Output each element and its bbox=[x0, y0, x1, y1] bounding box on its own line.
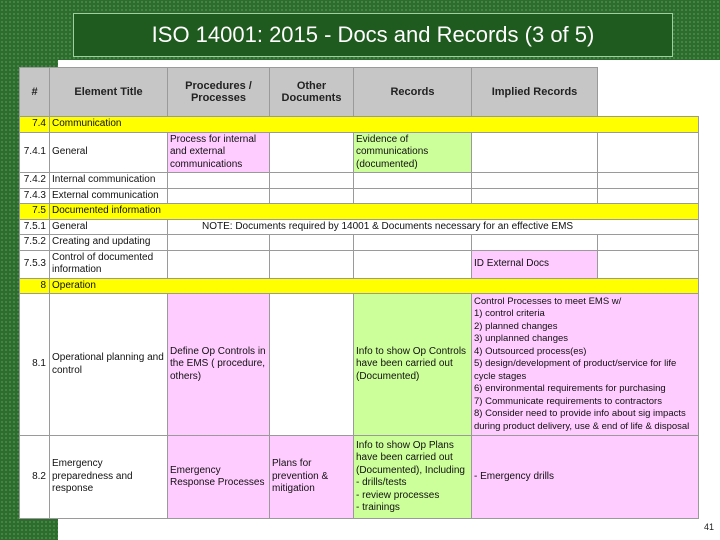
row-number: 7.4 bbox=[20, 117, 50, 133]
implied-cell bbox=[472, 294, 699, 436]
records-cell bbox=[354, 436, 472, 519]
records-cell bbox=[354, 188, 472, 204]
records-cell: Evidence of communications (documented) bbox=[354, 132, 472, 173]
blank-cell bbox=[598, 132, 699, 173]
row-number: 7.5.1 bbox=[20, 219, 50, 235]
table-row bbox=[20, 132, 699, 173]
row-number: 7.5.3 bbox=[20, 250, 50, 278]
table-header-row bbox=[20, 68, 699, 117]
row-title: Internal communication bbox=[50, 173, 168, 189]
blank-cell bbox=[598, 188, 699, 204]
records-cell: Info to show Op Controls have been carried out (Documented) bbox=[354, 294, 472, 436]
table-row bbox=[20, 436, 699, 519]
implied-line: 6) environmental requirements for purchasing bbox=[474, 383, 666, 395]
procedures-cell bbox=[168, 188, 270, 204]
procedures-cell bbox=[168, 173, 270, 189]
implied-line: 3) unplanned changes bbox=[474, 333, 569, 345]
implied-line: 1) control criteria bbox=[474, 308, 545, 320]
table-row bbox=[20, 235, 699, 251]
implied-line: 8) Consider need to provide info about sig impacts during product delivery, use & end of life & disposal bbox=[474, 408, 690, 432]
header-number: # bbox=[20, 68, 50, 117]
row-number: 7.4.2 bbox=[20, 173, 50, 189]
docs-records-table-image bbox=[19, 67, 698, 518]
row-number: 7.5 bbox=[20, 204, 50, 220]
row-title: General bbox=[50, 132, 168, 173]
procedures-cell: Emergency Response Processes bbox=[168, 436, 270, 519]
implied-line: 7) Communicate requirements to contractors bbox=[474, 395, 662, 407]
implied-cell bbox=[472, 235, 598, 251]
implied-line: 2) planned changes bbox=[474, 320, 558, 332]
records-cell bbox=[354, 235, 472, 251]
header-procedures: Procedures / Processes bbox=[168, 68, 270, 117]
table-row bbox=[20, 188, 699, 204]
records-line: Info to show Op Plans have been carried out (Documented), Including bbox=[356, 439, 465, 476]
implied-cell: - Emergency drills bbox=[472, 436, 699, 519]
row-number: 7.4.1 bbox=[20, 132, 50, 173]
row-title: General bbox=[50, 219, 168, 235]
other-docs-cell bbox=[270, 173, 354, 189]
row-title: External communication bbox=[50, 188, 168, 204]
row-number: 8 bbox=[20, 278, 50, 294]
procedures-cell: Define Op Controls in the EMS ( procedure, others) bbox=[168, 294, 270, 436]
blank-cell bbox=[598, 250, 699, 278]
table-row bbox=[20, 173, 699, 189]
records-line: - drills/tests bbox=[356, 477, 407, 488]
row-title: Documented information bbox=[50, 204, 699, 220]
header-blank bbox=[598, 68, 699, 117]
row-number: 7.4.3 bbox=[20, 188, 50, 204]
row-number: 7.5.2 bbox=[20, 235, 50, 251]
implied-cell bbox=[472, 173, 598, 189]
procedures-cell bbox=[168, 250, 270, 278]
table-row bbox=[20, 250, 699, 278]
records-cell bbox=[354, 250, 472, 278]
slide-title: ISO 14001: 2015 - Docs and Records (3 of 5) bbox=[73, 13, 673, 57]
records-line: - review processes bbox=[356, 489, 440, 501]
other-docs-cell bbox=[270, 250, 354, 278]
row-title: Emergency preparedness and response bbox=[50, 436, 168, 519]
procedures-cell: Process for internal and external communications bbox=[168, 132, 270, 173]
other-docs-cell bbox=[270, 132, 354, 173]
header-element-title: Element Title bbox=[50, 68, 168, 117]
header-records: Records bbox=[354, 68, 472, 117]
implied-line: Control Processes to meet EMS w/ bbox=[474, 295, 622, 307]
row-title: Communication bbox=[50, 117, 699, 133]
header-other-documents: Other Documents bbox=[270, 68, 354, 117]
row-title: Creating and updating bbox=[50, 235, 168, 251]
row-title: Operational planning and control bbox=[50, 294, 168, 436]
docs-records-table bbox=[19, 67, 699, 519]
implied-cell: ID External Docs bbox=[472, 250, 598, 278]
implied-cell bbox=[472, 188, 598, 204]
other-docs-cell: Plans for prevention & mitigation bbox=[270, 436, 354, 519]
blank-cell bbox=[598, 173, 699, 189]
table-row bbox=[20, 278, 699, 294]
table-row bbox=[20, 219, 699, 235]
note-cell: NOTE: Documents required by 14001 & Documents necessary for an effective EMS bbox=[168, 219, 699, 235]
blank-cell bbox=[598, 235, 699, 251]
row-number: 8.1 bbox=[20, 294, 50, 436]
other-docs-cell bbox=[270, 188, 354, 204]
row-title: Control of documented information bbox=[50, 250, 168, 278]
header-implied-records: Implied Records bbox=[472, 68, 598, 117]
table-row bbox=[20, 204, 699, 220]
procedures-cell bbox=[168, 235, 270, 251]
page-number: 41 bbox=[703, 522, 714, 532]
other-docs-cell bbox=[270, 235, 354, 251]
table-row bbox=[20, 294, 699, 436]
implied-line: 5) design/development of product/service for life cycle stages bbox=[474, 358, 677, 382]
implied-cell bbox=[472, 132, 598, 173]
records-line: - trainings bbox=[356, 502, 400, 513]
table-row bbox=[20, 117, 699, 133]
other-docs-cell bbox=[270, 294, 354, 436]
records-cell bbox=[354, 173, 472, 189]
row-title: Operation bbox=[50, 278, 699, 294]
row-number: 8.2 bbox=[20, 436, 50, 519]
implied-line: 4) Outsourced process(es) bbox=[474, 345, 587, 357]
